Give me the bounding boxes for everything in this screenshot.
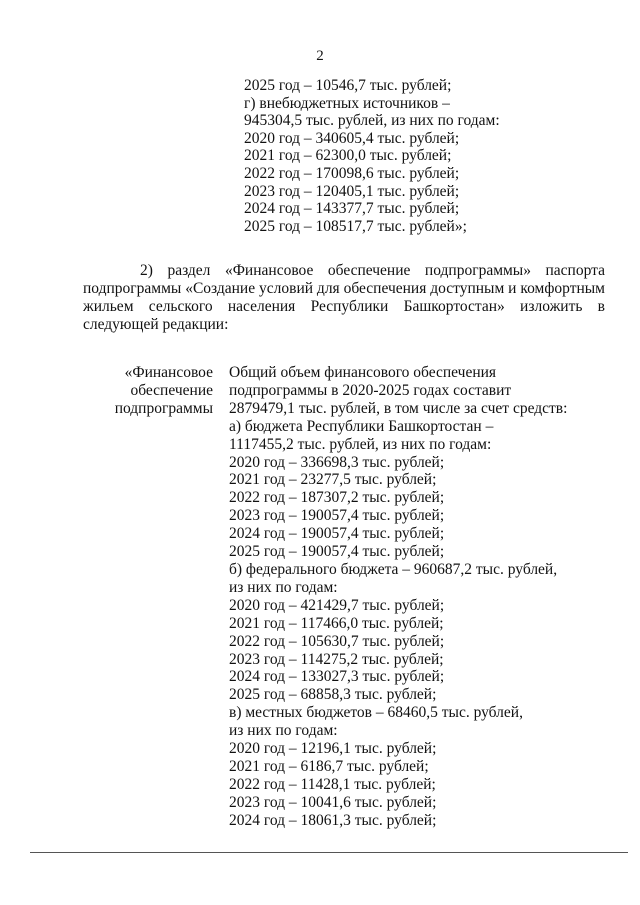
list-item: 2020 год – 12196,1 тыс. рублей; <box>229 740 437 758</box>
list-item: 2022 год – 170098,6 тыс. рублей; <box>244 164 460 182</box>
list-item: 2021 год – 23277,5 тыс. рублей; <box>229 471 437 489</box>
section-label <box>83 364 213 418</box>
list-item: 2025 год – 68858,3 тыс. рублей; <box>229 686 437 704</box>
list-item: 2025 год – 108517,7 тыс. рублей»; <box>244 217 467 235</box>
amendment-paragraph <box>83 262 605 334</box>
list-item: 945304,5 тыс. рублей, из них по годам: <box>244 112 500 130</box>
list-item: Общий объем финансового обеспечения <box>229 364 497 381</box>
list-item: 2020 год – 340605,4 тыс. рублей; <box>244 129 460 147</box>
list-item: 2024 год – 190057,4 тыс. рублей; <box>229 525 445 543</box>
list-item: 2023 год – 190057,4 тыс. рублей; <box>229 507 445 525</box>
list-item: подпрограммы в 2020-2025 годах составит <box>229 381 512 399</box>
list-item: 2020 год – 421429,7 тыс. рублей; <box>229 596 445 614</box>
list-item: 2021 год – 62300,0 тыс. рублей; <box>244 147 452 165</box>
list-item: из них по годам: <box>229 722 338 740</box>
list-item: 2024 год – 18061,3 тыс. рублей; <box>229 811 437 829</box>
section-label-line: обеспечение <box>130 382 213 399</box>
list-item: 2024 год – 133027,3 тыс. рублей; <box>229 668 445 686</box>
list-item: 2023 год – 10041,6 тыс. рублей; <box>229 793 437 811</box>
list-item: 2023 год – 114275,2 тыс. рублей; <box>229 650 444 668</box>
funding-details <box>229 364 609 830</box>
bottom-divider <box>30 852 628 853</box>
list-item: 2025 год – 190057,4 тыс. рублей; <box>229 543 445 561</box>
list-item: 2022 год – 11428,1 тыс. рублей; <box>229 775 436 793</box>
list-item: в) местных бюджетов – 68460,5 тыс. рублей, <box>229 704 523 722</box>
list-item: 2020 год – 336698,3 тыс. рублей; <box>229 453 445 471</box>
list-item: 1117455,2 тыс. рублей, из них по годам: <box>229 435 492 453</box>
list-item: 2024 год – 143377,7 тыс. рублей; <box>244 200 460 218</box>
section-label-line: подпрограммы <box>114 400 213 417</box>
list-item: 2025 год – 10546,7 тыс. рублей; <box>244 77 452 94</box>
list-item: из них по годам: <box>229 578 338 596</box>
list-item: 2879479,1 тыс. рублей, в том числе за счет средств: <box>229 399 568 417</box>
page-number: 2 <box>316 48 324 64</box>
list-item: 2022 год – 187307,2 тыс. рублей; <box>229 489 445 507</box>
list-item: 2022 год – 105630,7 тыс. рублей; <box>229 632 445 650</box>
section-label-line: «Финансовое <box>124 364 213 381</box>
paragraph-text: 2) раздел «Финансовое обеспечение подпрограммы» паспорта подпрограммы «Создание условий для обеспечения доступным и комфортным жильем сельского населения Республики Башкортостан» изложить в следующей редакции: <box>83 262 605 333</box>
list-item: 2021 год – 117466,0 тыс. рублей; <box>229 614 444 632</box>
list-item: а) бюджета Республики Башкортостан – <box>229 417 494 435</box>
list-item: б) федерального бюджета – 960687,2 тыс. рублей, <box>229 560 558 578</box>
list-item: 2021 год – 6186,7 тыс. рублей; <box>229 757 429 775</box>
list-item: г) внебюджетных источников – <box>244 94 450 112</box>
list-item: 2023 год – 120405,1 тыс. рублей; <box>244 182 460 200</box>
budget-continuation-list <box>244 77 604 235</box>
